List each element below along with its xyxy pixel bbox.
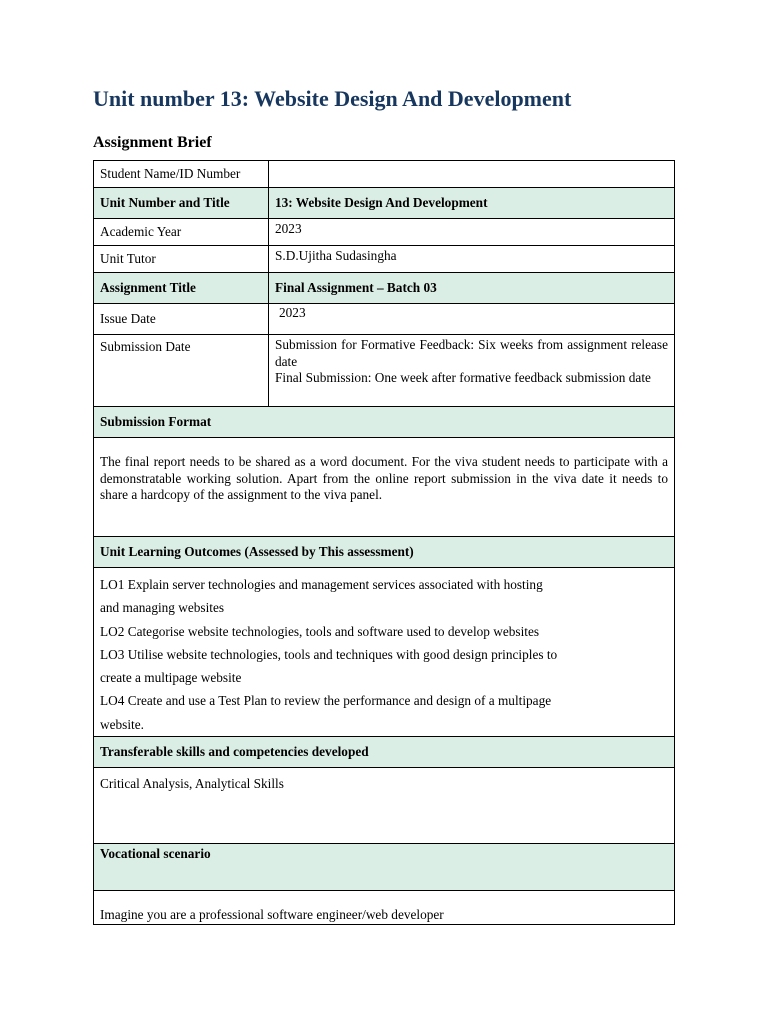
student-value	[269, 161, 675, 188]
assignment-title-value: Final Assignment – Batch 03	[269, 273, 675, 304]
table-row	[94, 891, 675, 925]
page-title: Unit number 13: Website Design And Development	[93, 86, 572, 111]
table-row	[94, 188, 675, 219]
transferable-skills-heading: Transferable skills and competencies developed	[94, 737, 675, 768]
list-item: and managing websites	[100, 600, 225, 616]
table-row	[94, 407, 675, 438]
table-row	[94, 844, 675, 891]
submission-date-value	[269, 335, 675, 407]
issue-date-label: Issue Date	[94, 304, 269, 335]
table-row	[94, 273, 675, 304]
submission-format-body	[94, 438, 675, 537]
unit-value: 13: Website Design And Development	[269, 188, 675, 219]
issue-date-value: 2023	[269, 304, 675, 335]
year-value: 2023	[269, 219, 675, 246]
assignment-brief-table	[93, 160, 675, 925]
table-row	[94, 161, 675, 188]
student-label: Student Name/ID Number	[94, 161, 269, 188]
formative-feedback-line: Submission for Formative Feedback: Six weeks from assignment release date	[275, 337, 668, 369]
list-item: LO3 Utilise website technologies, tools and techniques with good design principles to	[100, 646, 558, 662]
vocational-scenario-text: Imagine you are a professional software engineer/web developer	[94, 891, 675, 925]
transferable-skills-text: Critical Analysis, Analytical Skills	[94, 768, 675, 844]
list-item: website.	[100, 716, 144, 732]
learning-outcomes-heading: Unit Learning Outcomes (Assessed by This assessment)	[94, 537, 675, 568]
list-item: LO4 Create and use a Test Plan to review the performance and design of a multipage	[100, 693, 552, 709]
section-subtitle: Assignment Brief	[93, 134, 212, 151]
table-row	[94, 219, 675, 246]
year-label: Academic Year	[94, 219, 269, 246]
list-item: LO2 Categorise website technologies, tools and software used to develop websites	[100, 623, 540, 639]
vocational-scenario-heading: Vocational scenario	[94, 844, 675, 891]
table-row	[94, 737, 675, 768]
tutor-label: Unit Tutor	[94, 246, 269, 273]
submission-format-text: The final report needs to be shared as a word document. For the viva student needs to participate with a demonstratable working solution. Apart from the online report submission in the viva date it needs to share a hardcopy of the assignment to the viva panel.	[100, 454, 668, 503]
unit-label: Unit Number and Title	[94, 188, 269, 219]
table-row	[94, 246, 675, 273]
table-row	[94, 304, 675, 335]
table-row	[94, 768, 675, 844]
final-submission-line: Final Submission: One week after formative feedback submission date	[275, 370, 651, 386]
list-item: LO1 Explain server technologies and management services associated with hosting	[100, 577, 543, 592]
tutor-value: S.D.Ujitha Sudasingha	[269, 246, 675, 273]
table-row	[94, 568, 675, 737]
table-row	[94, 438, 675, 537]
table-row	[94, 335, 675, 407]
learning-outcomes-list	[94, 568, 675, 737]
table-row	[94, 537, 675, 568]
list-item: create a multipage website	[100, 670, 242, 686]
submission-date-label: Submission Date	[94, 335, 269, 407]
assignment-title-label: Assignment Title	[94, 273, 269, 304]
submission-format-heading: Submission Format	[94, 407, 675, 438]
